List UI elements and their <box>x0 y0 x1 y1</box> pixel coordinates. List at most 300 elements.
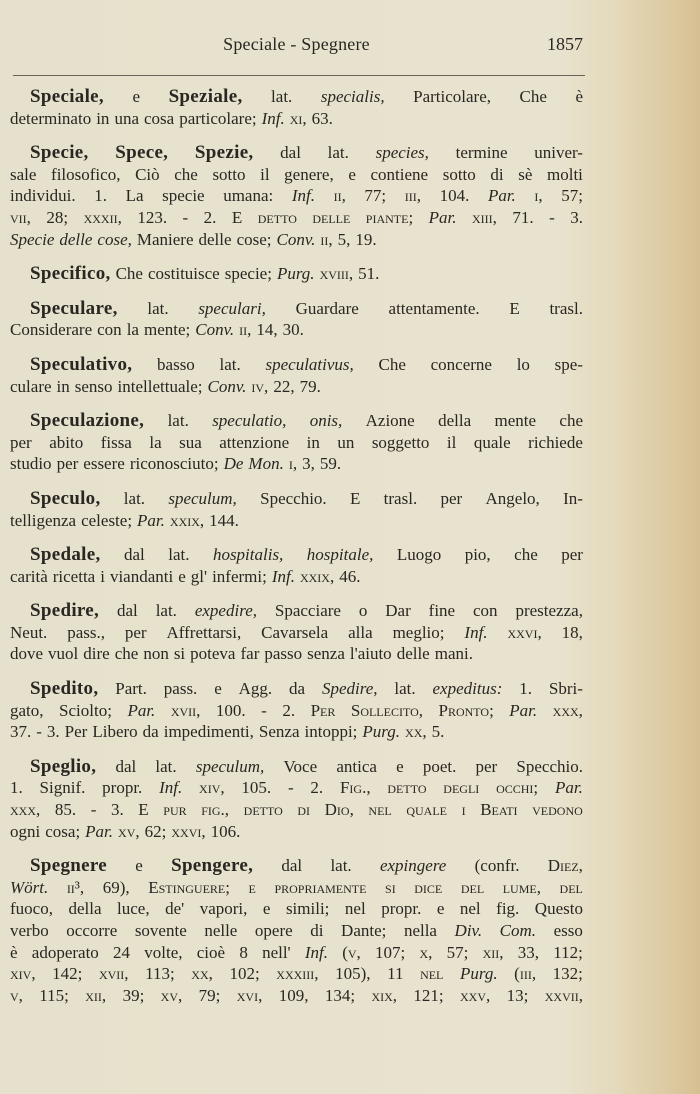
entry-text: 105), <box>335 964 371 984</box>
entry-text: occorre <box>66 921 118 940</box>
entry-text: cioè <box>196 942 226 962</box>
entry-line <box>10 821 583 843</box>
entry-text: fissa <box>100 432 132 452</box>
italic-text: Par. <box>487 186 516 206</box>
entry-text: iv, <box>251 376 269 396</box>
entry-text: 105. <box>241 778 272 798</box>
entry-text: nel <box>344 899 366 919</box>
entry-text: sale <box>10 164 37 184</box>
italic-text: Inf. <box>159 778 183 798</box>
entry-line <box>10 721 583 743</box>
entry-text: lat. <box>330 856 352 876</box>
entry-text: i, <box>534 186 543 206</box>
entry-text: e <box>248 877 256 897</box>
entry-text: Sciolto; <box>59 700 112 720</box>
entry-text: concerne <box>430 354 492 374</box>
entry-text: detto <box>243 800 283 820</box>
entry-text: vii, <box>10 207 31 227</box>
dictionary-entry <box>10 410 583 475</box>
entry-text: 123. <box>137 207 168 227</box>
entry-text: 57; <box>561 186 583 206</box>
entry-text: e <box>436 899 445 919</box>
entry-line <box>10 142 583 164</box>
entry-text: contiene <box>370 164 429 184</box>
entry-text: poet. <box>422 756 457 776</box>
entry-text: pass. <box>163 679 198 699</box>
entry-text: - <box>287 778 294 798</box>
entry-text: 59. <box>319 454 342 474</box>
entry-text: xvi, <box>236 985 263 1005</box>
entry-text: il <box>260 164 270 184</box>
entry-text: lat. <box>155 756 177 776</box>
entry-text: fig. <box>496 899 520 919</box>
entry-text: La <box>125 186 144 206</box>
entry-text: - <box>90 800 97 820</box>
dictionary-entry <box>10 600 583 665</box>
entry-text: lat. <box>327 143 349 163</box>
entry-text: attenzione <box>219 432 290 452</box>
entry-text: telligenza <box>10 510 77 530</box>
entry-text: xxix, <box>169 510 205 530</box>
headword: Speziale, <box>168 86 243 107</box>
entry-text: senza <box>307 644 345 664</box>
dictionary-entry <box>10 263 583 285</box>
entry-text: lume, <box>502 877 541 897</box>
headword: Spedire, <box>30 600 100 622</box>
entry-text: 22, <box>273 376 295 396</box>
dictionary-entry <box>10 86 583 129</box>
entry-text: (confr. <box>474 856 520 876</box>
entry-text: studio <box>10 454 52 474</box>
italic-text: Mon. <box>248 454 284 474</box>
entry-text: 24 <box>113 942 131 962</box>
entry-text: dal <box>281 856 303 876</box>
entry-text: 71. <box>512 207 534 227</box>
entry-text: abito <box>49 432 84 452</box>
entry-text: nella <box>403 921 437 940</box>
entry-text: Part. <box>115 679 147 699</box>
entry-text: per <box>440 488 463 508</box>
entry-text: 13; <box>506 985 529 1005</box>
entry-text: Cavarsela <box>261 622 329 642</box>
entry-text: E <box>138 800 149 820</box>
entry-text: Senza <box>258 722 300 742</box>
entry-text: lat. <box>394 679 416 699</box>
entry-text: Che <box>378 354 406 374</box>
entry-text: 1. <box>10 778 23 798</box>
entry-text: Specchio. <box>516 756 583 776</box>
entry-text: (iii, <box>514 964 537 984</box>
entry-text: Spacciare <box>274 601 341 621</box>
entry-text: sotto <box>212 164 246 184</box>
entry-text: xv, <box>160 985 183 1005</box>
entry-text: nell' <box>262 942 291 962</box>
entry-text: alla <box>348 622 373 642</box>
entry-text: piante; <box>365 207 414 227</box>
entry-text: xxx, <box>10 800 41 820</box>
entry-text: cosa <box>143 108 175 128</box>
italic-text: Par. <box>127 700 156 720</box>
entry-line <box>10 376 583 398</box>
entry-text: 3, <box>302 454 315 474</box>
dictionary-entry <box>10 488 583 531</box>
entry-text: di <box>297 800 311 820</box>
italic-text: speculari, <box>198 298 266 318</box>
entry-line <box>10 108 583 130</box>
entry-text: filosofico, <box>51 164 121 184</box>
entry-text: dal <box>117 601 138 621</box>
italic-text: Purg. <box>276 264 315 284</box>
entry-text: Guardare <box>295 298 359 318</box>
entry-text: dal <box>123 545 145 565</box>
entry-text: 37. <box>10 722 32 742</box>
entry-line <box>10 799 583 821</box>
entry-text: x, <box>419 942 433 962</box>
entry-text: e <box>214 679 222 699</box>
entry-text: lat. <box>168 545 190 565</box>
italic-text: speculum, <box>168 488 237 508</box>
entry-text: 134; <box>324 985 356 1005</box>
entry-line <box>10 963 583 985</box>
entry-text: attentamente. <box>388 298 480 318</box>
italic-text: delle <box>59 229 93 249</box>
italic-text: onis, <box>309 411 343 431</box>
entry-text: 28; <box>46 207 69 227</box>
entry-text: un <box>337 432 355 452</box>
entry-text: l'aiuto <box>349 644 392 664</box>
entry-text: ricetta <box>52 566 96 586</box>
entry-text: 46. <box>339 566 361 586</box>
entry-text: dal <box>115 756 137 776</box>
italic-text: Par. <box>137 510 165 530</box>
entry-text: 2. <box>310 778 324 798</box>
entry-line <box>10 566 583 588</box>
entry-text: 8 <box>239 942 248 962</box>
headword: Speculativo, <box>30 353 133 375</box>
entry-text: carità <box>10 566 48 586</box>
entry-text: 69), <box>102 877 130 897</box>
entry-text: 113; <box>145 964 175 984</box>
entry-text: v, <box>10 985 23 1005</box>
entry-text: specie; <box>224 264 272 284</box>
entry-text: mente; <box>143 320 191 340</box>
entry-text: è <box>575 87 583 106</box>
entry-text: genere, <box>284 164 334 184</box>
entry-text: i <box>100 566 105 586</box>
entry-text: univer- <box>534 143 583 163</box>
entry-text: Dar <box>385 601 411 621</box>
headword: Spece, <box>115 142 169 164</box>
entry-text: Beati <box>480 800 518 820</box>
entry-line <box>10 298 583 320</box>
entry-text: Pronto; <box>438 700 494 720</box>
entry-text: pass., <box>67 622 105 642</box>
entry-text: dire <box>83 644 110 664</box>
entry-text: 3. <box>110 800 124 820</box>
entry-text: esso <box>553 921 583 940</box>
entry-text: delle <box>198 229 232 249</box>
entry-text: delle <box>312 207 351 227</box>
entry-text: In- <box>563 488 583 508</box>
entry-text: simili; <box>285 899 330 919</box>
entry-text: far <box>240 644 260 664</box>
entry-text: essere <box>83 454 125 474</box>
entry-text: 14, <box>256 320 278 340</box>
entry-text: Dante; <box>341 921 387 940</box>
entry-text: Che <box>115 264 143 284</box>
entry-text: dice <box>414 877 443 897</box>
entry-text: i <box>461 800 466 820</box>
italic-text: Par. <box>428 207 457 227</box>
entry-line <box>10 432 583 454</box>
italic-text: De <box>223 454 244 474</box>
entry-line <box>10 678 583 700</box>
entry-text: - <box>182 207 189 227</box>
entry-text: in <box>96 108 110 128</box>
entry-text: 104. <box>439 186 470 206</box>
entry-text: lat. <box>219 354 241 374</box>
entry-text: Fig., <box>339 778 371 798</box>
entry-text: xviii, <box>319 264 354 284</box>
entry-line <box>10 263 583 285</box>
entry-text: e <box>348 164 356 184</box>
entry-text: 144. <box>209 510 239 530</box>
entry-text: 62; <box>144 821 167 841</box>
entry-text: si <box>385 877 396 897</box>
entry-text: del <box>559 877 583 897</box>
italic-text: species, <box>375 143 429 163</box>
header-rule <box>13 75 585 76</box>
italic-text: specialis, <box>320 87 385 106</box>
entry-line <box>10 319 583 341</box>
entry-text: passo <box>264 644 303 664</box>
entry-text: basso <box>157 354 195 374</box>
entry-text: 18, <box>561 622 583 642</box>
entry-text: Considerare <box>10 320 93 340</box>
entry-text: 100. <box>215 700 246 720</box>
entry-line <box>10 622 583 644</box>
entry-text: dove <box>10 644 44 664</box>
entry-text: una <box>114 108 139 128</box>
headword: Spedale, <box>30 544 101 566</box>
entry-text: 1. <box>519 679 532 699</box>
entry-text: sè <box>518 164 533 184</box>
entry-text: propr. <box>381 899 422 919</box>
entry-text: ii, <box>333 186 346 206</box>
entry-line <box>10 756 583 778</box>
entry-text: 112; <box>553 942 583 962</box>
entry-text: o <box>358 601 368 621</box>
entry-line <box>10 510 583 532</box>
entry-text: xxv, <box>460 985 491 1005</box>
entry-text: Agg. <box>238 679 273 699</box>
headword: Spezie, <box>194 142 254 164</box>
italic-text: Conv. <box>195 320 235 340</box>
entry-text: Neut. <box>10 622 48 642</box>
entry-text: - <box>261 700 267 720</box>
entry-text: vapori, <box>199 899 248 919</box>
entry-text: si <box>173 644 186 664</box>
entry-text: Dio, <box>324 800 354 820</box>
entry-text: per <box>475 756 498 776</box>
entry-text: determinato <box>10 108 92 128</box>
dictionary-entry <box>10 142 583 250</box>
italic-text: Conv. <box>276 229 316 249</box>
entry-text: nel <box>459 899 481 919</box>
entry-line <box>10 877 583 899</box>
entry-text: i, <box>288 454 298 474</box>
entry-text: di <box>310 921 324 940</box>
entry-text: spe- <box>554 354 583 374</box>
entry-text: xii, <box>482 942 504 962</box>
entry-text: nel <box>420 964 444 984</box>
italic-text: speculum, <box>195 756 265 776</box>
entry-text: iii, <box>404 186 421 206</box>
entry-line <box>10 855 583 877</box>
entry-text: mente <box>494 411 537 431</box>
entry-text: con <box>473 601 498 621</box>
entry-text: lat. <box>271 87 293 106</box>
entry-line <box>10 86 583 108</box>
entry-text: 2. <box>203 207 217 227</box>
entry-text: Particolare, <box>413 87 491 106</box>
entry-text: specie <box>162 186 205 206</box>
entry-text: in <box>56 376 70 396</box>
italic-text: Par. <box>509 700 538 720</box>
entry-text: per <box>10 432 32 452</box>
entry-text: Specchio. <box>260 488 327 508</box>
entry-text: 79; <box>198 985 221 1005</box>
entry-text: culare <box>10 376 52 396</box>
entry-text: xii, <box>85 985 107 1005</box>
entry-text: impedimenti, <box>163 722 254 742</box>
entry-text: senso <box>74 376 113 396</box>
entry-text: 109, <box>278 985 309 1005</box>
entry-text: e <box>132 87 141 106</box>
entry-text: cose; <box>236 229 272 249</box>
italic-text: Conv. <box>207 376 247 396</box>
entry-text: vedono <box>532 800 583 820</box>
entry-text: poteva <box>190 644 236 664</box>
entry-text: lat. <box>155 601 177 621</box>
entry-text: che <box>514 545 538 565</box>
dictionary-entry <box>10 544 583 587</box>
entry-text: da <box>142 722 159 742</box>
entry-text: quale <box>473 432 511 452</box>
entry-text: richiede <box>528 432 583 452</box>
entry-line <box>10 600 583 622</box>
entry-text: Luogo <box>396 545 442 565</box>
italic-text: expedire, <box>194 601 257 621</box>
entry-text: 63. <box>311 108 333 128</box>
entry-text: Ciò <box>135 164 160 184</box>
entry-line <box>10 164 583 186</box>
entry-text: - <box>36 722 42 742</box>
entry-text: Che <box>519 87 547 106</box>
entry-text: 106. <box>210 821 241 841</box>
entry-text: per <box>56 454 79 474</box>
entry-text: 5. <box>431 722 445 742</box>
entry-text: 1. <box>94 186 107 206</box>
entry-text: ii, <box>320 229 333 249</box>
entry-line <box>10 942 583 964</box>
entry-text: della <box>438 411 472 431</box>
italic-text: cose, <box>97 229 132 249</box>
entry-text: 107; <box>375 942 406 962</box>
dictionary-entry <box>10 756 583 842</box>
entry-text: la <box>149 432 162 452</box>
italic-text: Com. <box>499 921 537 940</box>
entry-text: soggetto <box>371 432 430 452</box>
italic-text: speculatio, <box>212 411 287 431</box>
italic-text: expingere <box>379 856 447 876</box>
entry-text: volte, <box>144 942 183 962</box>
entry-text: adoperato <box>31 942 99 962</box>
entry-line <box>10 453 583 475</box>
entry-text: vuol <box>48 644 79 664</box>
headword: Specie, <box>30 142 89 164</box>
entry-text: xxvi, <box>507 622 542 642</box>
entry-text: ii, <box>239 320 252 340</box>
entry-text: Maniere <box>136 229 194 249</box>
entry-text: 85. <box>54 800 77 820</box>
entry-text: Azione <box>365 411 415 431</box>
headword: Speglio, <box>30 755 97 777</box>
entry-text: il <box>446 432 457 452</box>
entry-line <box>10 207 583 229</box>
italic-text: Div. <box>454 921 483 940</box>
entry-text: infermi; <box>212 566 267 586</box>
entry-line <box>10 354 583 376</box>
entry-text: 2. <box>282 700 296 720</box>
entry-text: riconosciuto; <box>129 454 219 474</box>
entry-text: 121; <box>413 985 444 1005</box>
entry-text: Angelo, <box>485 488 540 508</box>
entry-line <box>10 700 583 722</box>
dictionary-column <box>10 86 583 1006</box>
entry-text: di <box>490 164 504 184</box>
entry-line <box>10 410 583 432</box>
entry-text: e <box>396 756 404 776</box>
entry-text: Signif. <box>39 778 86 798</box>
entry-text: xxxiii, <box>276 964 319 984</box>
entry-line <box>10 777 583 799</box>
entry-text: che <box>559 411 583 431</box>
entry-text: la <box>126 320 139 340</box>
entry-line <box>10 985 583 1007</box>
italic-text: Inf. <box>464 622 488 642</box>
italic-text: Inf. <box>261 108 285 128</box>
entry-text: della <box>68 899 102 919</box>
entry-text: xvii, <box>98 964 129 984</box>
entry-line <box>10 185 583 207</box>
entry-text: particolare; <box>179 108 257 128</box>
entry-text: E <box>231 207 243 227</box>
italic-text: hospitalis, <box>212 545 284 565</box>
entry-text: 19. <box>355 229 377 249</box>
entry-text: verbo <box>10 921 49 940</box>
entry-text: 33, <box>517 942 540 962</box>
entry-text: cosa; <box>45 821 81 841</box>
italic-text: Specie <box>10 229 55 249</box>
entry-text: prestezza, <box>515 601 583 621</box>
entry-text: per <box>124 622 147 642</box>
entry-text: 39; <box>122 985 145 1005</box>
headword: Speciale, <box>30 86 104 107</box>
entry-line <box>10 488 583 510</box>
entry-text: antica <box>336 756 377 776</box>
entry-line <box>10 643 583 665</box>
